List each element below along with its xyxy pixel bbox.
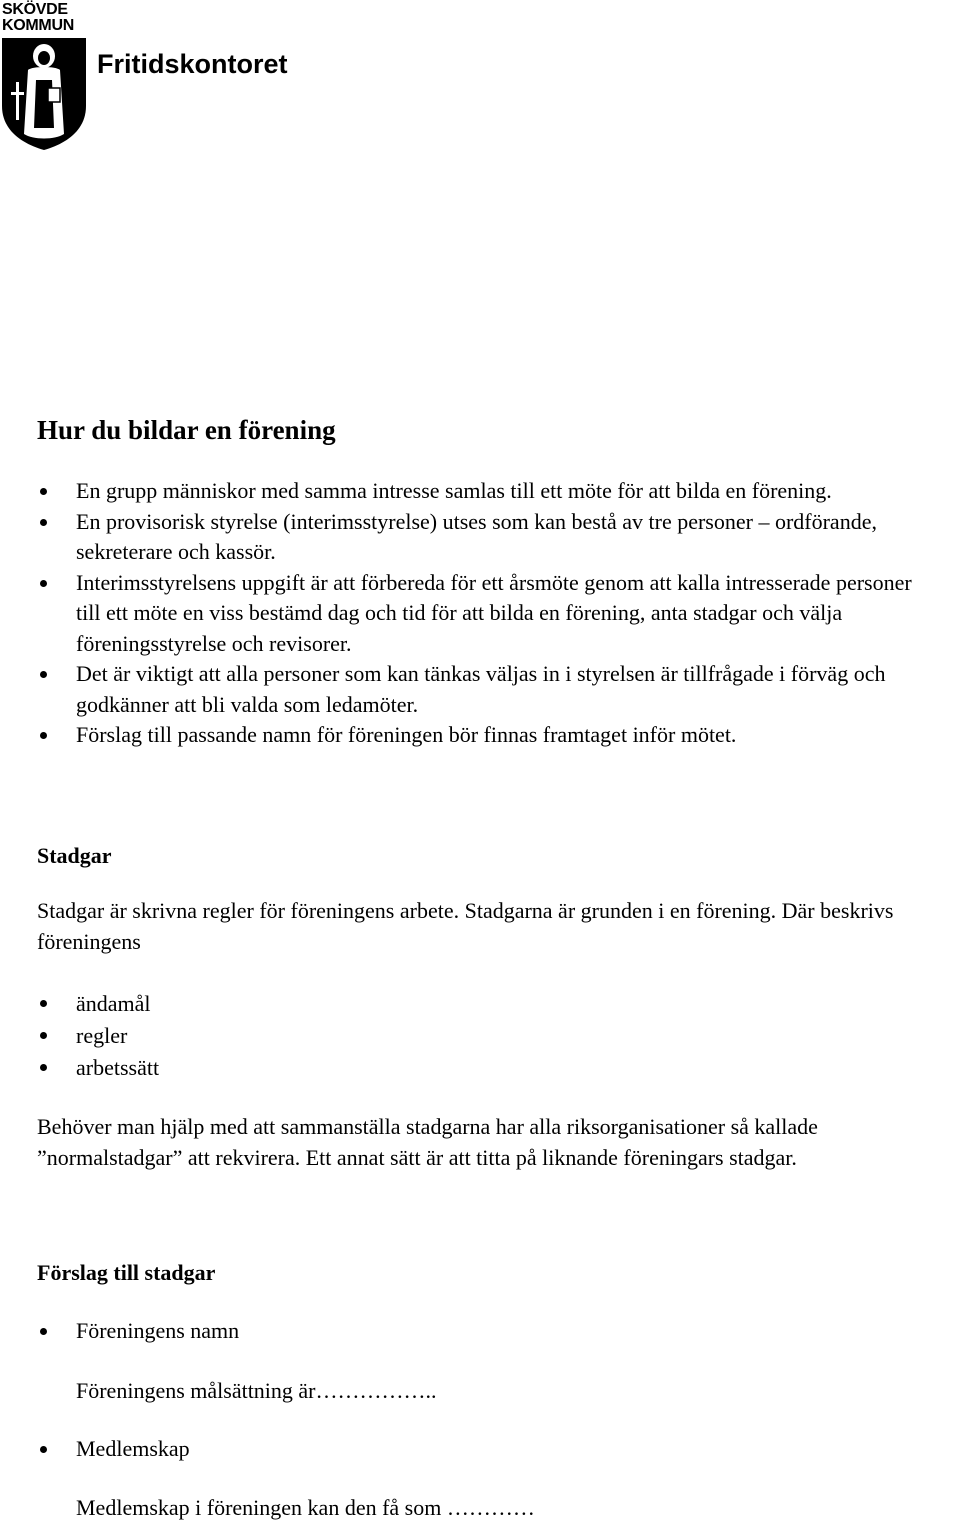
list-item: ändamål: [37, 988, 937, 1020]
list-item: regler: [37, 1020, 937, 1052]
forslag-heading: Förslag till stadgar: [37, 1260, 216, 1285]
forslag-list-1: [37, 1316, 937, 1347]
logo-line-2: KOMMUN: [2, 17, 74, 34]
list-item: Medlemskap: [37, 1434, 937, 1465]
list-item: En grupp människor med samma intresse samlas till ett möte för att bilda en förening.: [37, 476, 937, 507]
coat-of-arms-icon: [0, 36, 90, 152]
help-paragraph: Behöver man hjälp med att sammanställa stadgarna har alla riksorganisationer så kallade ”normalstadgar” att rekvirera. Ett annat sätt är att titta på liknande föreningars stadgar.: [37, 1114, 818, 1170]
stadgar-list: [37, 988, 937, 1084]
page-title: Hur du bildar en förening: [37, 415, 336, 445]
logo-line-1: SKÖVDE: [2, 1, 68, 18]
list-item: Förslag till passande namn för föreningen bör finnas framtaget inför mötet.: [37, 720, 937, 751]
forslag-list-2: [37, 1434, 937, 1465]
intro-list: [37, 476, 937, 751]
list-item: En provisorisk styrelse (interimsstyrelse) utses som kan bestå av tre personer – ordförande, sekreterare och kassör.: [37, 507, 937, 568]
forslag-item1-text: Föreningens målsättning är……………..: [76, 1378, 437, 1403]
forslag-item2-text: Medlemskap i föreningen kan den få som …………: [76, 1495, 535, 1520]
list-item: Föreningens namn: [37, 1316, 937, 1347]
list-item: Interimsstyrelsens uppgift är att förbereda för ett årsmöte genom att kalla intresserade personer till ett möte en viss bestämd dag och tid för att bilda en förening, anta stadgar och välja föreningsstyrelse och revisorer.: [37, 568, 937, 660]
skovde-kommun-logo: [0, 0, 90, 152]
logo-wordmark: [2, 2, 88, 34]
list-item: arbetssätt: [37, 1052, 937, 1084]
office-title: Fritidskontoret: [97, 49, 288, 79]
list-item: Det är viktigt att alla personer som kan tänkas väljas in i styrelsen är tillfrågade i förväg och godkänner att bli valda som ledamöter.: [37, 659, 937, 720]
stadgar-heading: Stadgar: [37, 843, 112, 868]
stadgar-paragraph: Stadgar är skrivna regler för föreningens arbete. Stadgarna är grunden i en förening. Där beskrivs föreningens: [37, 898, 894, 954]
